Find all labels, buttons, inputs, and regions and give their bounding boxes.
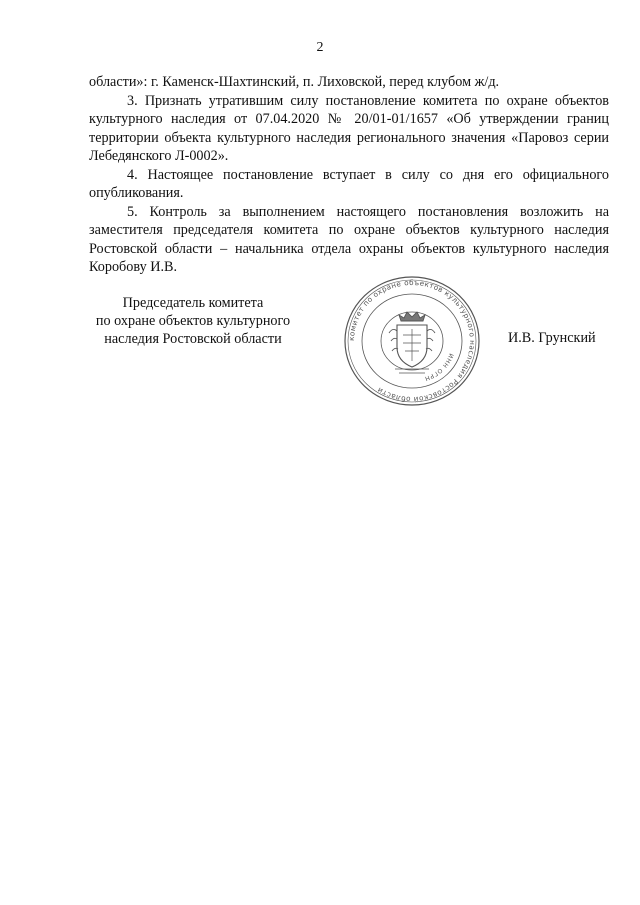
- page-number: 2: [316, 40, 324, 55]
- coat-of-arms-icon: [389, 312, 435, 373]
- signer-position-line-3: наследия Ростовской области: [104, 331, 282, 347]
- signer-name: И.В. Грунский: [508, 330, 596, 346]
- paragraph-item-4: 4. Настоящее постановление вступает в силу со дня его официального опубликования.: [89, 166, 609, 201]
- seal-outer-text: комитет по охране объектов культурного наследия Ростовской области: [346, 277, 478, 405]
- paragraph-continuation: области»: г. Каменск-Шахтинский, п. Лиховской, перед клубом ж/д.: [89, 74, 500, 90]
- paragraph-item-5: 5. Контроль за выполнением настоящего постановления возложить на заместителя председателя комитета по охране объектов культурного наследия Ростовской области – начальника отдела охраны объектов культурного наследия Коробову И.В.: [89, 203, 609, 275]
- signer-position-line-1: Председатель комитета: [122, 295, 264, 311]
- seal-inner-text: ИНН ОГРН: [423, 352, 455, 383]
- paragraph-item-3: 3. Признать утратившим силу постановление комитета по охране объектов культурного наследия от 07.04.2020 № 20/01-01/1657 «Об утверждении границ территории объекта культурного наследия регионального значения «Паровоз серии Лебедянского Л-0002».: [89, 92, 609, 164]
- signer-position: [73, 294, 313, 348]
- signer-position-line-2: по охране объектов культурного: [95, 313, 291, 329]
- document-body: [89, 73, 609, 277]
- official-seal: [337, 275, 487, 407]
